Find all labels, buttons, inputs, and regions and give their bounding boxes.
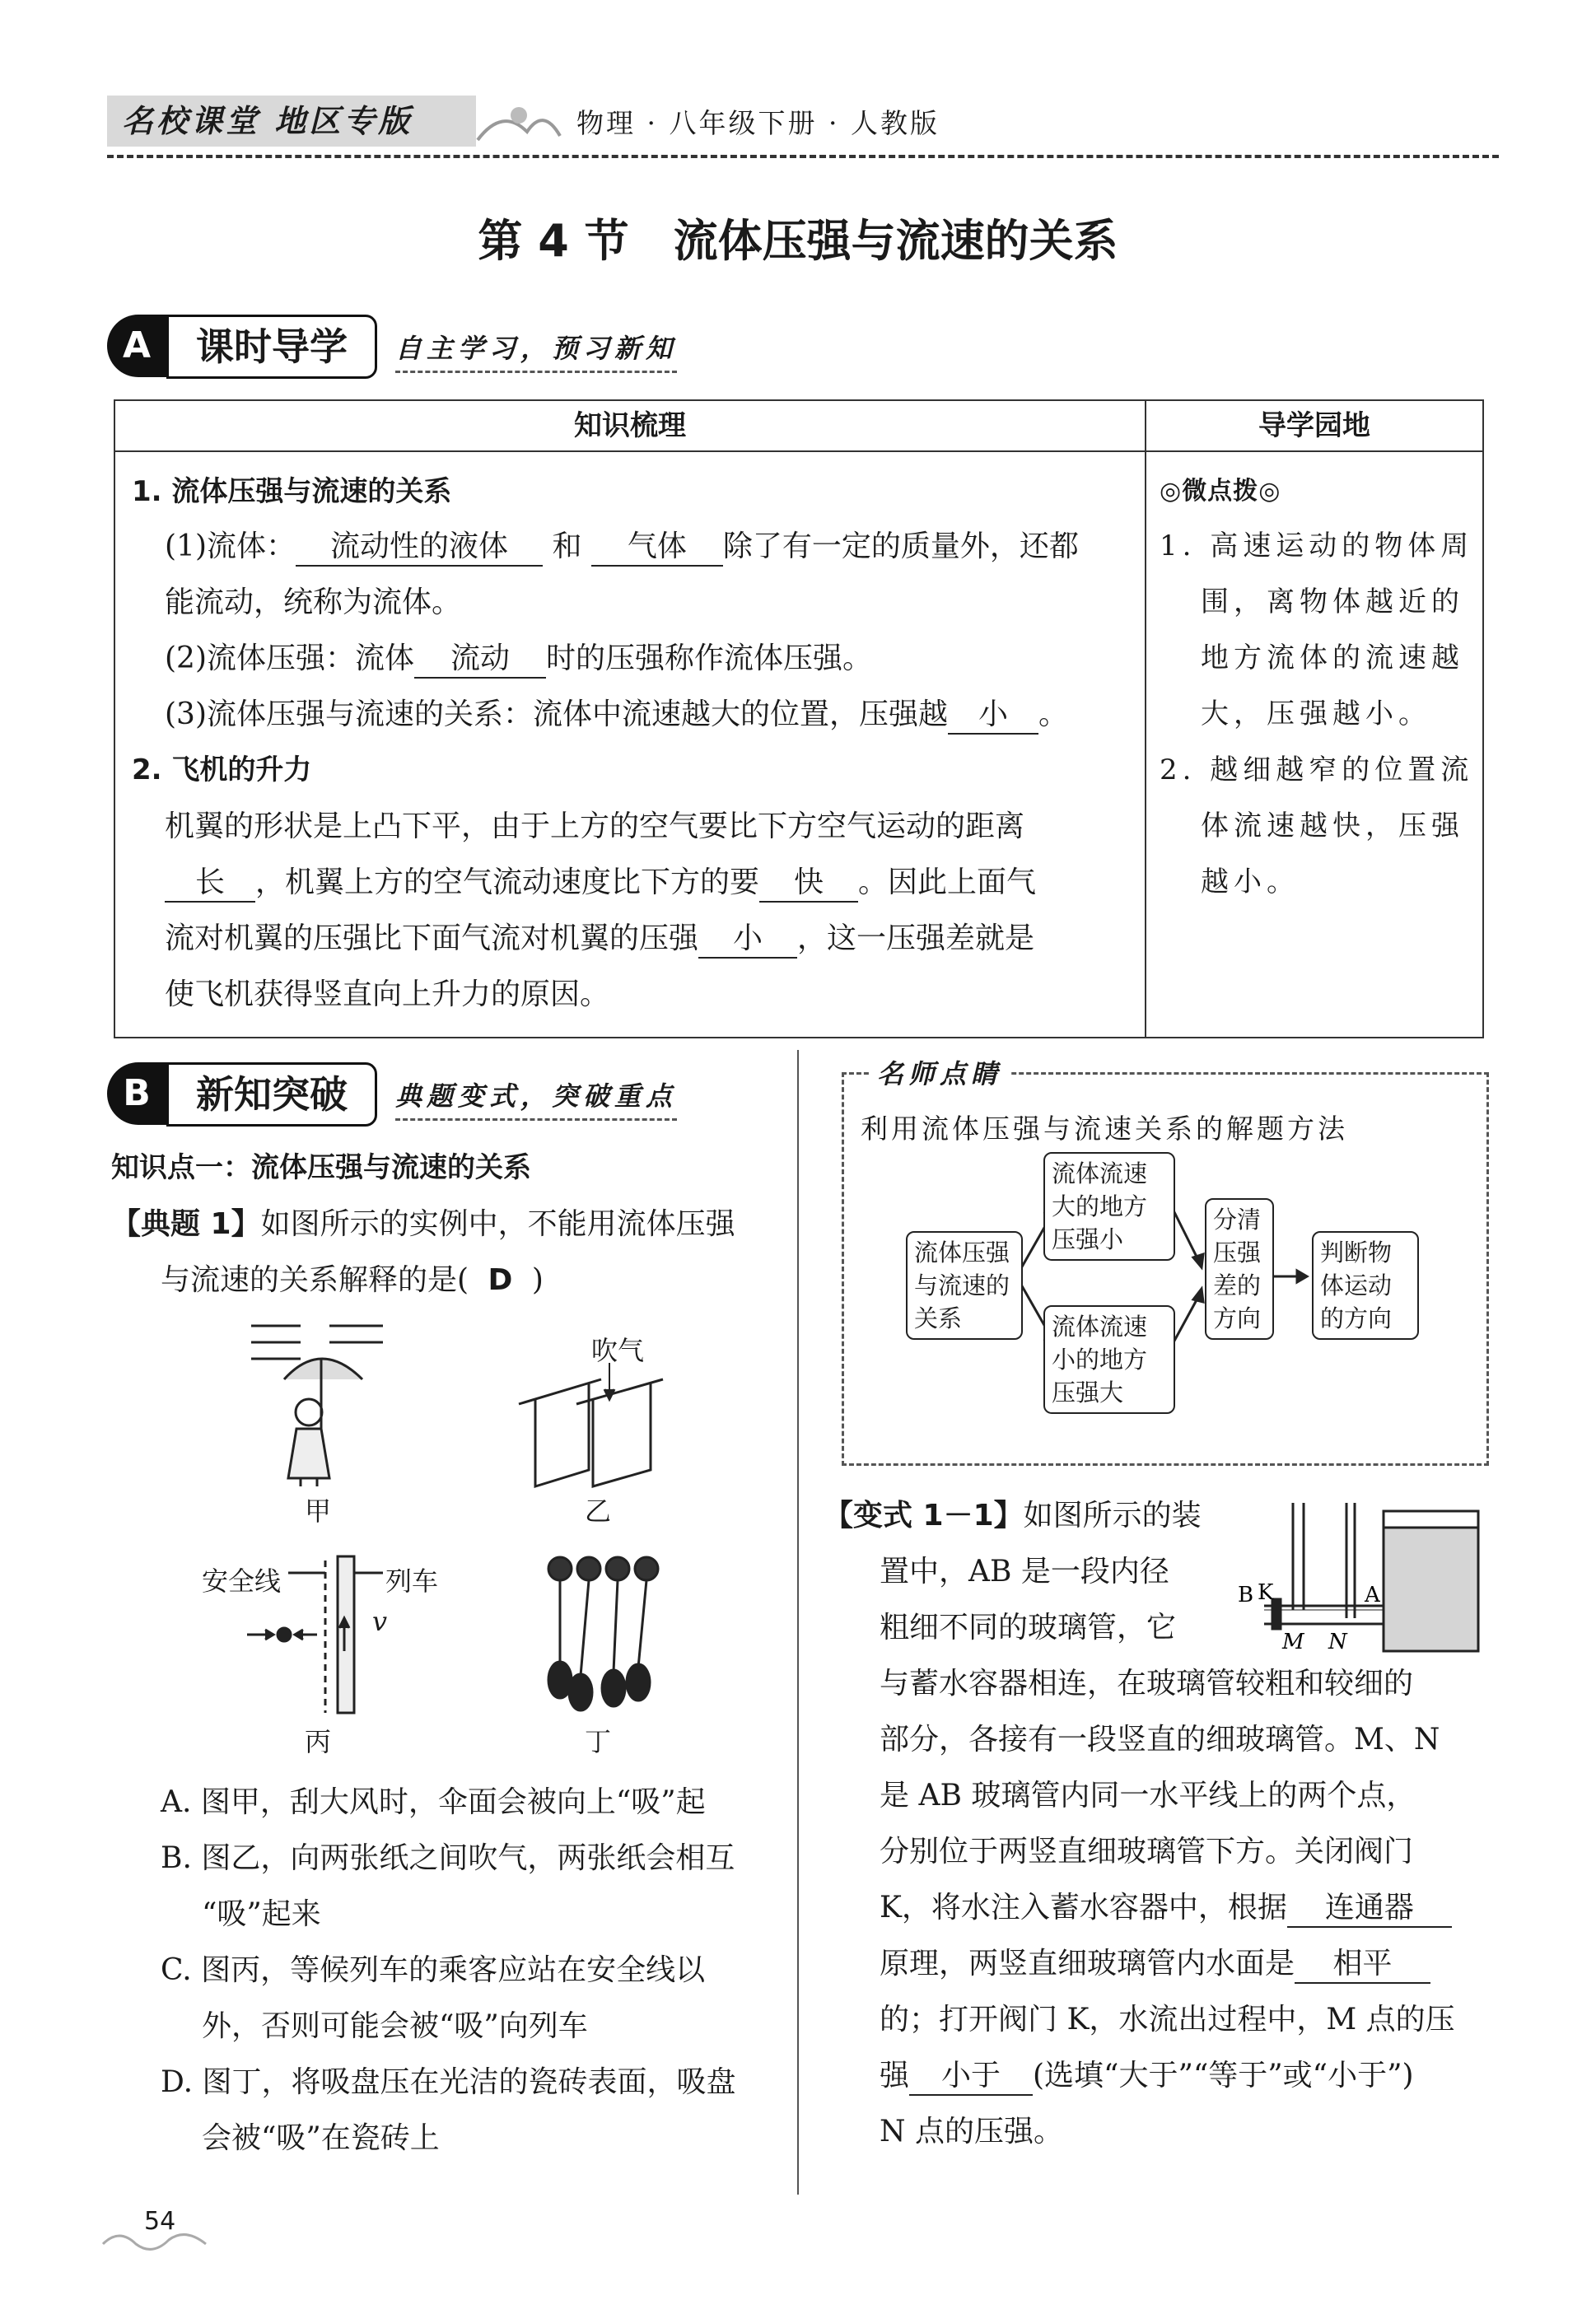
option-a: A. 图甲，刮大风时，伞面会被向上“吸”起 (161, 1785, 706, 1819)
figure-label-yi: 乙 (585, 1495, 612, 1527)
footer-ornament-icon (99, 2223, 214, 2256)
side-line: 越小。 (1201, 865, 1300, 898)
k1-1-line-2: 能流动，统称为流体。 (165, 585, 462, 619)
k2-line-4: 使飞机获得竖直向上升力的原因。 (165, 977, 610, 1011)
side-line: 1. 高速运动的物体周 (1160, 530, 1474, 562)
section-b-subtitle: 典题变式，突破重点 (395, 1075, 677, 1121)
figure-label-blow: 吹气 (591, 1335, 645, 1366)
section-b-tag: B (107, 1062, 166, 1125)
k2-answer-3: 小 (698, 915, 797, 959)
k2-line-3 (165, 915, 1034, 959)
tip-heading: 利用流体压强与流速关系的解题方法 (861, 1113, 1348, 1145)
variant-line-12: N 点的压强。 (880, 2115, 1063, 2148)
flow-box-fast: 流体流速 大的地方 压强小 (1043, 1152, 1175, 1261)
k1-2-answer: 流动 (414, 635, 546, 679)
side-line: 围，离物体越近的 (1201, 585, 1464, 618)
figure-label-jia: 甲 (305, 1495, 332, 1527)
side-line: 地方流体的流速越 (1201, 641, 1464, 674)
table-header-guide: 导学园地 (1146, 401, 1482, 452)
table-header-knowledge: 知识梳理 (115, 401, 1145, 452)
k1-2-post: 时的压强称作流体压强。 (546, 641, 873, 675)
option-d-cont: 会被“吸”在瓷砖上 (202, 2121, 440, 2155)
example-1-answer: D (488, 1263, 513, 1297)
k2-line-3-pre: 流对机翼的压强比下面气流对机翼的压强 (165, 921, 699, 955)
flow-box-diff: 分清 压强 差的 方向 (1205, 1198, 1274, 1340)
teacher-tip-box (842, 1058, 1489, 1466)
variant-line-11-post: (选填“大于”“等于”或“小于”) (1033, 2059, 1414, 2092)
figure-label-safety-line: 安全线 (202, 1565, 282, 1597)
k1-3-pre: (3)流体压强与流速的关系：流体中流速越大的位置，压强越 (165, 697, 948, 731)
k2-line-3-post: ，这一压强差就是 (797, 921, 1035, 955)
option-c-cont: 外，否则可能会被“吸”向列车 (202, 2009, 588, 2043)
section-b-title: 新知突破 (166, 1062, 377, 1127)
variant-line-8-pre: K，将水注入蓄水容器中，根据 (880, 1891, 1287, 1924)
figure-umbrella (239, 1309, 404, 1491)
option-b-cont: “吸”起来 (202, 1897, 321, 1931)
variant-answer-1: 连通器 (1287, 1884, 1452, 1928)
section-a-subtitle: 自主学习，预习新知 (395, 328, 677, 373)
knowledge-point-title: 知识点一：流体压强与流速的关系 (111, 1151, 531, 1184)
vessel-label-n: N (1328, 1630, 1347, 1654)
header-divider (107, 155, 1499, 158)
table-divider (1145, 401, 1146, 1037)
example-1-line-1 (111, 1201, 735, 1243)
variant-line-9-pre: 原理，两竖直细玻璃管内水面是 (880, 1947, 1295, 1980)
tip-title: 名师点睛 (869, 1053, 1010, 1091)
k1-1-answer-2: 气体 (591, 523, 723, 567)
figure-label-ding: 丁 (585, 1726, 612, 1757)
figure-label-bing: 丙 (305, 1726, 332, 1757)
variant-line-2: 置中，AB 是一段内径 (880, 1555, 1169, 1589)
vessel-label-k: K (1258, 1580, 1274, 1605)
side-title: ◎微点拨◎ (1160, 477, 1281, 506)
k2-line-2-post: 。因此上面气 (858, 865, 1037, 899)
flow-box-judge: 判断物 体运动 的方向 (1312, 1231, 1419, 1340)
figure-connected-vessels (1231, 1499, 1486, 1663)
side-line: 2. 越细越窄的位置流 (1160, 753, 1474, 786)
k1-3-post: 。 (1038, 697, 1069, 731)
k2-line-2 (165, 859, 1036, 903)
k2-answer-1: 长 (165, 859, 255, 903)
flow-box-root: 流体压强 与流速的 关系 (906, 1231, 1023, 1340)
k1-3-line (165, 691, 1068, 735)
side-line: 体流速越快，压强 (1201, 809, 1464, 842)
knowledge-table (114, 399, 1484, 1038)
k2-line-2-mid: ，机翼上方的空气流动速度比下方的要 (255, 865, 760, 899)
example-1-text: 如图所示的实例中，不能用流体压强 (260, 1207, 735, 1241)
k2-title: 2. 飞机的升力 (132, 753, 312, 786)
variant-answer-2: 相平 (1295, 1940, 1430, 1984)
vessel-label-a: A (1365, 1583, 1380, 1607)
figure-label-train: 列车 (385, 1565, 439, 1597)
side-title-text: 微点拨 (1182, 477, 1259, 506)
section-a-banner (107, 315, 766, 377)
variant-line-3: 粗细不同的玻璃管，它 (880, 1611, 1177, 1645)
page-header (107, 91, 1499, 158)
option-c: C. 图丙，等候列车的乘客应站在安全线以 (161, 1953, 706, 1987)
figure-label-v: v (372, 1606, 388, 1637)
k1-2-line (165, 635, 872, 679)
example-1-pre: 与流速的关系解释的是( (161, 1263, 469, 1297)
k1-1-answer-1: 流动性的液体 (296, 523, 543, 567)
section-a-title: 课时导学 (166, 315, 377, 379)
brand-title: 名校课堂 地区专版 (107, 96, 476, 147)
variant-line-6: 是 AB 玻璃管内同一水平线上的两个点， (880, 1779, 1416, 1812)
variant-line-1-text: 如图所示的装 (1023, 1499, 1202, 1533)
variant-line-11 (880, 2052, 1414, 2096)
k1-3-answer: 小 (948, 691, 1038, 735)
k1-1-post: 除了有一定的质量外，还都 (722, 530, 1079, 563)
variant-label: 【变式 1－1】 (824, 1499, 1024, 1533)
vessel-label-b: B (1238, 1583, 1254, 1607)
variant-answer-3: 小于 (909, 2052, 1033, 2096)
k2-answer-2: 快 (759, 859, 858, 903)
variant-line-10: 的；打开阀门 K，水流出过程中，M 点的压 (880, 2003, 1455, 2036)
k1-1-mid: 和 (552, 530, 582, 563)
k1-title: 1. 流体压强与流速的关系 (132, 475, 452, 508)
section-b-banner (107, 1062, 766, 1125)
option-d: D. 图丁，将吸盘压在光洁的瓷砖表面，吸盘 (161, 2065, 736, 2099)
figure-two-papers (511, 1363, 675, 1503)
variant-line-5: 部分，各接有一段竖直的细玻璃管。M、N (880, 1723, 1440, 1756)
variant-line-1 (824, 1492, 1202, 1534)
variant-line-11-pre: 强 (880, 2059, 910, 2092)
flow-box-slow: 流体流速 小的地方 压强大 (1043, 1305, 1175, 1414)
decorative-leaf-icon (469, 99, 568, 148)
k1-1-pre: (1)流体： (165, 530, 296, 563)
variant-line-4: 与蓄水容器相连，在玻璃管较粗和较细的 (880, 1667, 1414, 1701)
vessel-label-m: M (1282, 1630, 1304, 1654)
k1-1-line (165, 523, 1079, 567)
page-number: 54 (144, 2207, 176, 2236)
variant-line-9 (880, 1940, 1430, 1984)
example-1-line-2 (161, 1257, 544, 1299)
side-line: 大，压强越小。 (1201, 697, 1431, 730)
example-1-post: ) (531, 1263, 544, 1297)
section-title: 第 4 节 流体压强与流速的关系 (478, 215, 1118, 267)
column-divider (797, 1050, 799, 2195)
k2-line-1: 机翼的形状是上凸下平，由于上方的空气要比下方空气运动的距离 (165, 809, 1025, 843)
option-b: B. 图乙，向两张纸之间吹气，两张纸会相互 (161, 1841, 735, 1875)
variant-line-7: 分别位于两竖直细玻璃管下方。关闭阀门 (880, 1835, 1414, 1868)
section-a-tag: A (107, 315, 166, 377)
book-subject: 物理 · 八年级下册 · 人教版 (576, 107, 940, 139)
example-1-label: 【典题 1】 (111, 1207, 261, 1241)
variant-line-8 (880, 1884, 1452, 1928)
k1-2-pre: (2)流体压强：流体 (165, 641, 414, 675)
figure-suction-hooks (535, 1552, 667, 1717)
